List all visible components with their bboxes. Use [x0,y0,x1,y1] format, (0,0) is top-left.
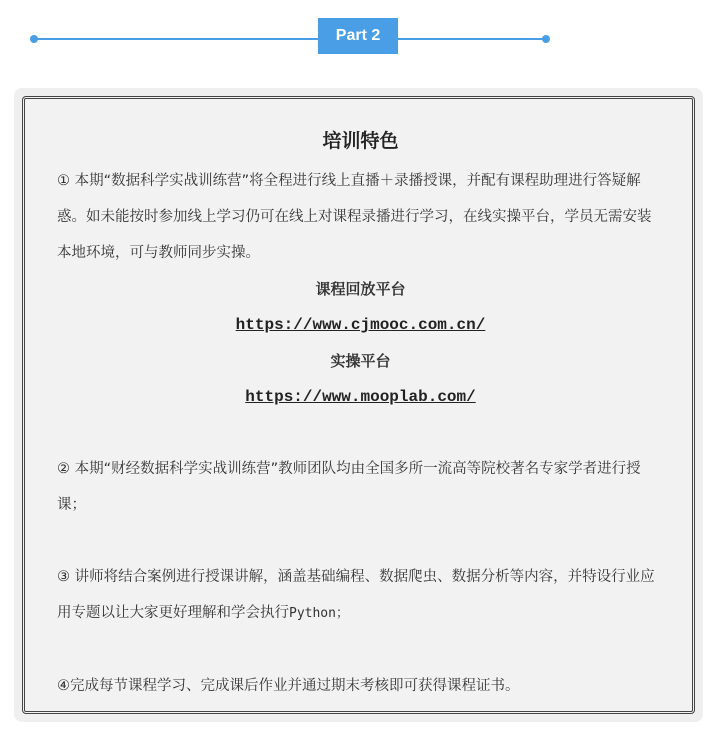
part-badge: Part 2 [318,18,398,54]
card-frame [22,96,695,714]
platform-label-replay: 课程回放平台 [315,280,406,298]
card-title: 培训特色 [322,130,399,152]
header-dot-left [30,35,38,43]
header-line-right [398,38,546,40]
item-1: ① 本期“数据科学实战训练营”将全程进行线上直播＋录播授课，并配有课程助理进行答疑解惑。如未能按时参加线上学习仍可在线上对课程录播进行学习，在线实操平台，学员无需安装本地环境，可与教师同步实操。 [57,173,652,261]
card-content [57,127,664,704]
item-4: ④完成每节课程学习、完成课后作业并通过期末考核即可获得课程证书。 [57,678,520,694]
platform-link-replay[interactable]: https://www.cjmooc.com.cn/ [235,316,486,334]
item-3-code: Python； [289,606,349,621]
feature-card [14,88,703,722]
item-3 [57,559,664,632]
platform-label-practice: 实操平台 [330,352,391,370]
header-dot-right [542,35,550,43]
header-line-left [34,38,320,40]
platform-link-practice[interactable]: https://www.mooplab.com/ [245,388,476,406]
spacer [57,415,664,451]
item-2: ② 本期“财经数据科学实战训练营”教师团队均由全国多所一流高等院校著名专家学者进行授课； [57,461,641,513]
spacer [57,523,664,559]
item-3-text: ③ 讲师将结合案例进行授课讲解，涵盖基础编程、数据爬虫、数据分析等内容，并特设行业应用专题以让大家更好理解和学会执行 [57,569,655,621]
spacer [57,632,664,668]
